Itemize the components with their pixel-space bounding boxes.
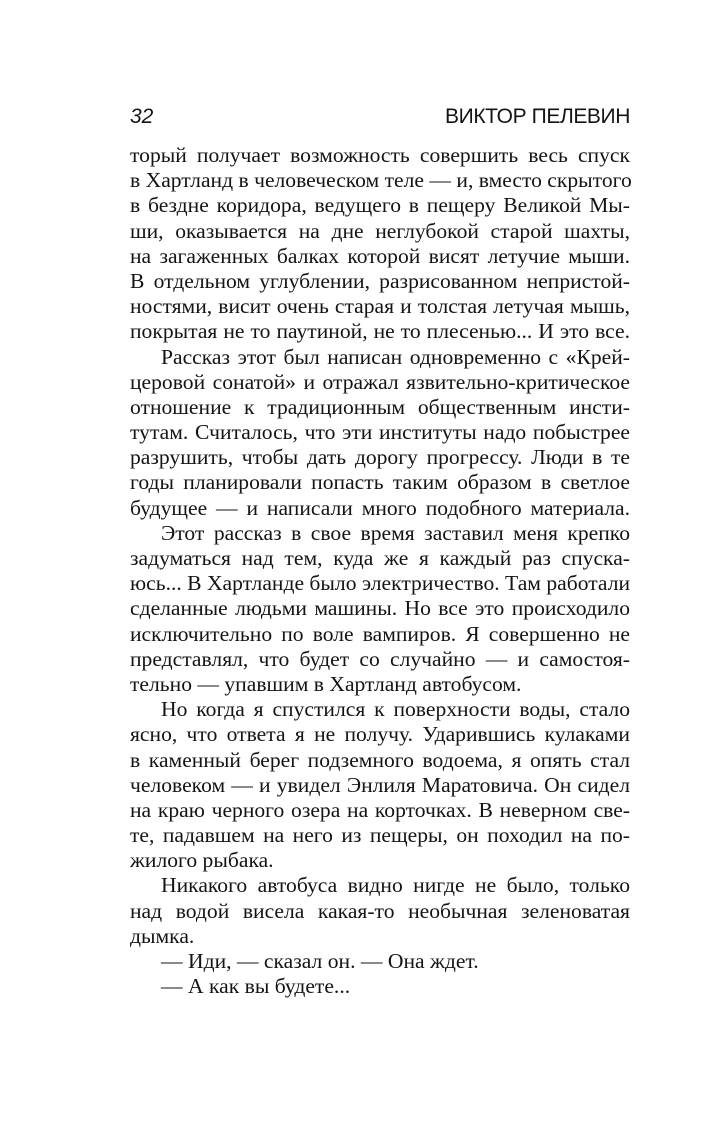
text-line: покрытая не то паутиной, не то плесенью... И это все. xyxy=(130,319,630,344)
dialogue-line xyxy=(130,949,630,974)
running-head xyxy=(130,102,630,132)
dialogue-line xyxy=(130,974,630,999)
paragraph xyxy=(130,345,630,521)
text-line: на загаженных балках которой висят летучие мыши. xyxy=(130,243,630,268)
text-line: торый получает возможность совершить весь спуск xyxy=(130,143,630,167)
page-number: 32 xyxy=(130,105,154,128)
text-line: ясно, что ответа я не получу. Ударившись кулаками xyxy=(130,722,630,747)
text-line: Никакого автобуса видно нигде не было, только xyxy=(161,873,630,898)
text-line: в Хартланд в человеческом теле — и, вместо скрытого xyxy=(130,168,632,193)
text-line: человеком — и увидел Энлиля Маратовича. Он сидел xyxy=(130,772,630,797)
text-line: — Иди, — сказал он. — Она ждет. xyxy=(161,949,479,973)
paragraph xyxy=(130,521,630,697)
text-line: жилого рыбака. xyxy=(130,848,274,873)
text-line: будущее — и написали много подобного материала. xyxy=(130,495,630,520)
text-line: отношение к традиционным общественным инсти- xyxy=(130,394,630,419)
book-author-header: ВИКТОР ПЕЛЕВИН xyxy=(445,105,630,128)
text-line: сделанные людьми машины. Но все это происходило xyxy=(130,596,630,621)
body-text xyxy=(130,143,630,999)
text-line: те, падавшем на него из пещеры, он походил на по- xyxy=(130,823,630,848)
text-line: — А как вы будете... xyxy=(161,974,351,999)
text-line: разрушить, чтобы дать дорогу прогрессу. Люди в те xyxy=(130,445,630,470)
book-page xyxy=(130,0,630,1122)
text-line: годы планировали попасть таким образом в светлое xyxy=(130,470,630,495)
text-line: ностями, висит очень старая и толстая летучая мышь, xyxy=(130,294,630,319)
text-line: на краю черного озера на корточках. В неверном све- xyxy=(130,797,630,822)
text-line: над водой висела какая-то необычная зеленоватая xyxy=(130,898,630,923)
text-line: Но когда я спустился к поверхности воды, стало xyxy=(161,697,630,722)
paragraph xyxy=(130,697,630,873)
paragraph xyxy=(130,873,630,949)
text-line: в бездне коридора, ведущего в пещеру Великой Мы- xyxy=(130,193,630,218)
text-line: церовой сонатой» и отражал язвительно-критическое xyxy=(130,369,630,394)
text-line: юсь... В Хартланде было электричество. Там работали xyxy=(130,571,631,596)
text-line: тутам. Считалось, что эти институты надо побыстрее xyxy=(130,420,630,445)
text-line: задуматься над тем, куда же я каждый раз спуска- xyxy=(130,546,630,570)
text-line: В отдельном углублении, разрисованном непристой- xyxy=(130,268,630,293)
text-line: тельно — упавшим в Хартланд автобусом. xyxy=(130,671,522,696)
text-line: ши, оказывается на дне неглубокой старой шахты, xyxy=(130,218,630,243)
paragraph-continued xyxy=(130,143,630,345)
text-line: Рассказ этот был написан одновременно с «Крей- xyxy=(161,344,630,369)
text-line: в каменный берег подземного водоема, я опять стал xyxy=(130,747,630,772)
text-line: исключительно по воле вампиров. Я совершенно не xyxy=(130,621,630,646)
text-line: представлял, что будет со случайно — и самостоя- xyxy=(130,646,630,671)
text-line: Этот рассказ в свое время заставил меня крепко xyxy=(161,520,630,545)
text-line: дымка. xyxy=(130,923,195,948)
